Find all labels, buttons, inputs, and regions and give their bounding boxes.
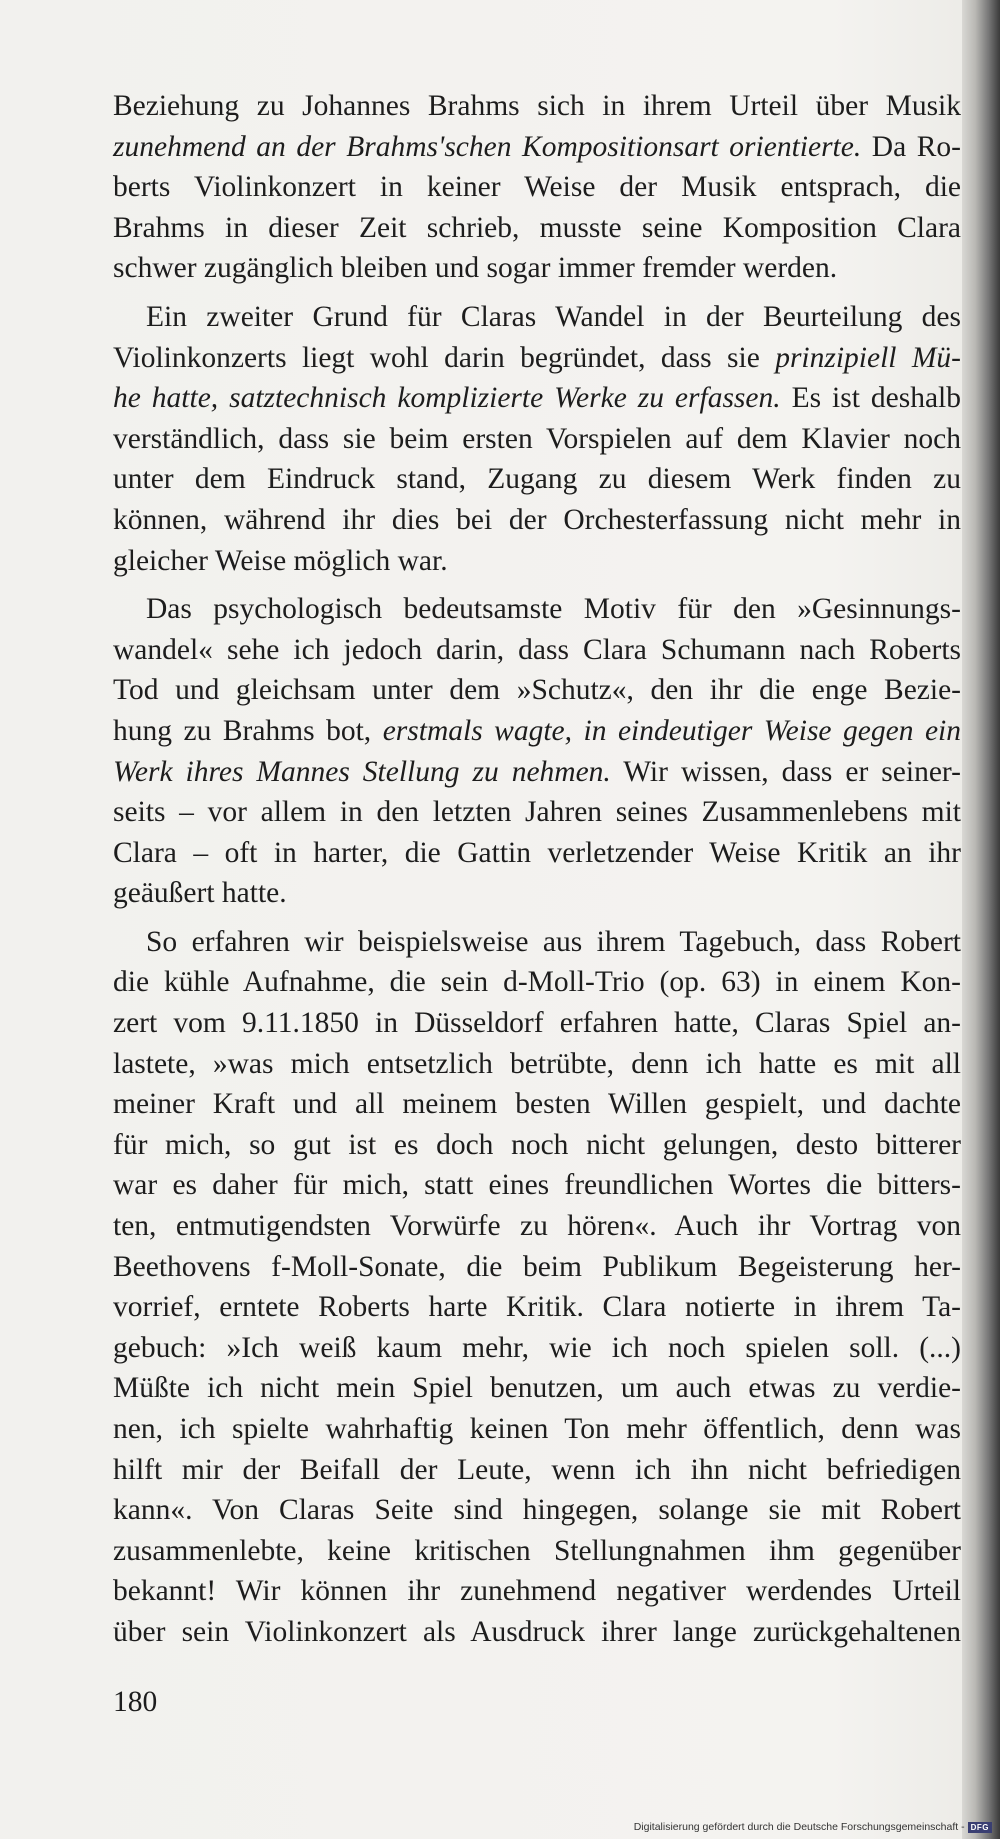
text-run: hung zu Brahms bot, bbox=[113, 714, 383, 747]
page-number: 180 bbox=[113, 1686, 158, 1718]
text-run: schwer zugänglich bleiben und sogar immer fremder werden. bbox=[113, 252, 838, 285]
text-line bbox=[113, 1368, 961, 1409]
text-run: bekannt! Wir können ihr zunehmend negativer werdendes Urteil bbox=[113, 1575, 961, 1608]
italic-text: prinzipiell Mü- bbox=[775, 341, 961, 374]
text-run: meiner Kraft und all meinem besten Willen gespielt, und dachte bbox=[113, 1088, 961, 1121]
text-run: nen, ich spielte wahrhaftig keinen Ton mehr öffentlich, denn was bbox=[113, 1413, 961, 1445]
text-line bbox=[113, 670, 961, 711]
text-line bbox=[113, 167, 961, 208]
text-line bbox=[113, 1084, 961, 1125]
text-line bbox=[113, 1490, 961, 1531]
italic-text: he hatte, satztechnisch komplizierte Werke zu erfassen. bbox=[113, 382, 781, 415]
text-run: Da Ro- bbox=[861, 130, 961, 163]
text-run: ten, entmutigendsten Vorwürfe zu hören«. Auch ihr Vortrag von bbox=[113, 1210, 961, 1243]
text-line bbox=[113, 419, 961, 460]
text-run: zusammenlebte, keine kritischen Stellungnahmen ihm gegenüber bbox=[113, 1534, 961, 1567]
text-run: Violinkonzerts liegt wohl darin begründet, dass sie bbox=[113, 341, 776, 374]
text-line bbox=[113, 248, 961, 289]
text-run: hilft mir der Beifall der Leute, wenn ich ihn nicht befriedigen bbox=[113, 1453, 961, 1486]
body-text bbox=[113, 86, 961, 1653]
text-line bbox=[113, 1125, 961, 1166]
text-run: wandel« sehe ich jedoch darin, dass Clara Schumann nach Roberts bbox=[113, 633, 961, 666]
italic-text: erstmals wagte, in eindeutiger Weise gegen ein bbox=[382, 714, 961, 747]
text-line bbox=[113, 873, 961, 914]
text-run: über sein Violinkonzert als Ausdruck ihrer lange zurückgehaltenen bbox=[113, 1615, 961, 1648]
text-line bbox=[113, 86, 961, 127]
text-line bbox=[113, 297, 961, 338]
text-line bbox=[113, 1044, 961, 1085]
text-run: Ein zweiter Grund für Claras Wandel in der Beurteilung des bbox=[146, 300, 961, 333]
text-run: gebuch: »Ich weiß kaum mehr, wie ich noch spielen soll. (...) bbox=[113, 1331, 961, 1364]
text-run: seits – vor allem in den letzten Jahren seines Zusammenlebens mit bbox=[113, 796, 961, 829]
text-line bbox=[113, 711, 961, 752]
text-run: berts Violinkonzert in keiner Weise der Musik entsprach, die bbox=[113, 171, 961, 204]
text-line bbox=[113, 1247, 961, 1288]
text-line bbox=[113, 208, 961, 249]
text-run: Beziehung zu Johannes Brahms sich in ihrem Urteil über Musik bbox=[113, 90, 961, 122]
text-line bbox=[113, 459, 961, 500]
paragraph bbox=[113, 297, 961, 581]
text-line bbox=[113, 589, 961, 630]
text-line bbox=[113, 833, 961, 874]
text-line bbox=[113, 1450, 961, 1491]
paragraph bbox=[113, 86, 961, 289]
text-line bbox=[113, 752, 961, 793]
text-run: Clara – oft in harter, die Gattin verletzender Weise Kritik an ihr bbox=[113, 836, 961, 869]
text-run: verständlich, dass sie beim ersten Vorspielen auf dem Klavier noch bbox=[113, 422, 961, 455]
text-line bbox=[113, 338, 961, 379]
text-line bbox=[113, 541, 961, 582]
text-line bbox=[113, 500, 961, 541]
text-run: die kühle Aufnahme, die sein d-Moll-Trio (op. 63) in einem Kon- bbox=[113, 966, 961, 999]
text-run: können, während ihr dies bei der Orchesterfassung nicht mehr in bbox=[113, 503, 961, 536]
text-run: vorrief, erntete Roberts harte Kritik. Clara notierte in ihrem Ta- bbox=[113, 1291, 961, 1324]
text-run: Brahms in dieser Zeit schrieb, musste seine Komposition Clara bbox=[113, 211, 961, 244]
text-line bbox=[113, 922, 961, 963]
text-run: Müßte ich nicht mein Spiel benutzen, um auch etwas zu verdie- bbox=[113, 1372, 961, 1405]
text-line bbox=[113, 630, 961, 671]
text-run: Beethovens f-Moll-Sonate, die beim Publikum Begeisterung her- bbox=[113, 1250, 961, 1283]
italic-text: Werk ihres Mannes Stellung zu nehmen. bbox=[113, 755, 611, 788]
text-line bbox=[113, 1531, 961, 1572]
footer-credit-text: Digitalisierung gefördert durch die Deutsche Forschungsgemeinschaft - bbox=[633, 1821, 965, 1833]
text-line bbox=[113, 1328, 961, 1369]
text-line bbox=[113, 792, 961, 833]
text-line bbox=[113, 127, 961, 168]
text-line bbox=[113, 378, 961, 419]
text-run: gleicher Weise möglich war. bbox=[113, 544, 448, 577]
text-run: Tod und gleichsam unter dem »Schutz«, den ihr die enge Bezie- bbox=[113, 674, 961, 707]
text-run: lastete, »was mich entsetzlich betrübte, denn ich hatte es mit all bbox=[113, 1047, 961, 1080]
text-line bbox=[113, 1165, 961, 1206]
text-run: Wir wissen, dass er seiner- bbox=[610, 755, 961, 788]
text-line bbox=[113, 1571, 961, 1612]
dfg-logo: DFG bbox=[968, 1822, 992, 1833]
digitization-footer bbox=[634, 1821, 992, 1833]
book-spine-shadow bbox=[962, 0, 1000, 1839]
text-run: für mich, so gut ist es doch noch nicht gelungen, desto bitterer bbox=[113, 1128, 961, 1161]
italic-text: zunehmend an der Brahms'schen Kompositionsart orientierte. bbox=[113, 130, 862, 163]
text-run: unter dem Eindruck stand, Zugang zu diesem Werk finden zu bbox=[113, 463, 961, 496]
text-run: geäußert hatte. bbox=[113, 877, 287, 910]
text-line bbox=[113, 1287, 961, 1328]
text-run: war es daher für mich, statt eines freundlichen Wortes die bitters- bbox=[113, 1169, 961, 1202]
text-run: So erfahren wir beispielsweise aus ihrem Tagebuch, dass Robert bbox=[146, 925, 961, 958]
text-line bbox=[113, 962, 961, 1003]
text-run: kann«. Von Claras Seite sind hingegen, solange sie mit Robert bbox=[113, 1494, 961, 1527]
text-line bbox=[113, 1003, 961, 1044]
text-run: Es ist deshalb bbox=[780, 382, 961, 415]
paragraph bbox=[113, 922, 961, 1653]
text-run: Das psychologisch bedeutsamste Motiv für den »Gesinnungs- bbox=[146, 593, 961, 626]
text-line bbox=[113, 1612, 961, 1653]
text-run: zert vom 9.11.1850 in Düsseldorf erfahren hatte, Claras Spiel an- bbox=[113, 1007, 961, 1040]
text-line bbox=[113, 1409, 961, 1450]
paragraph bbox=[113, 589, 961, 914]
text-line bbox=[113, 1206, 961, 1247]
